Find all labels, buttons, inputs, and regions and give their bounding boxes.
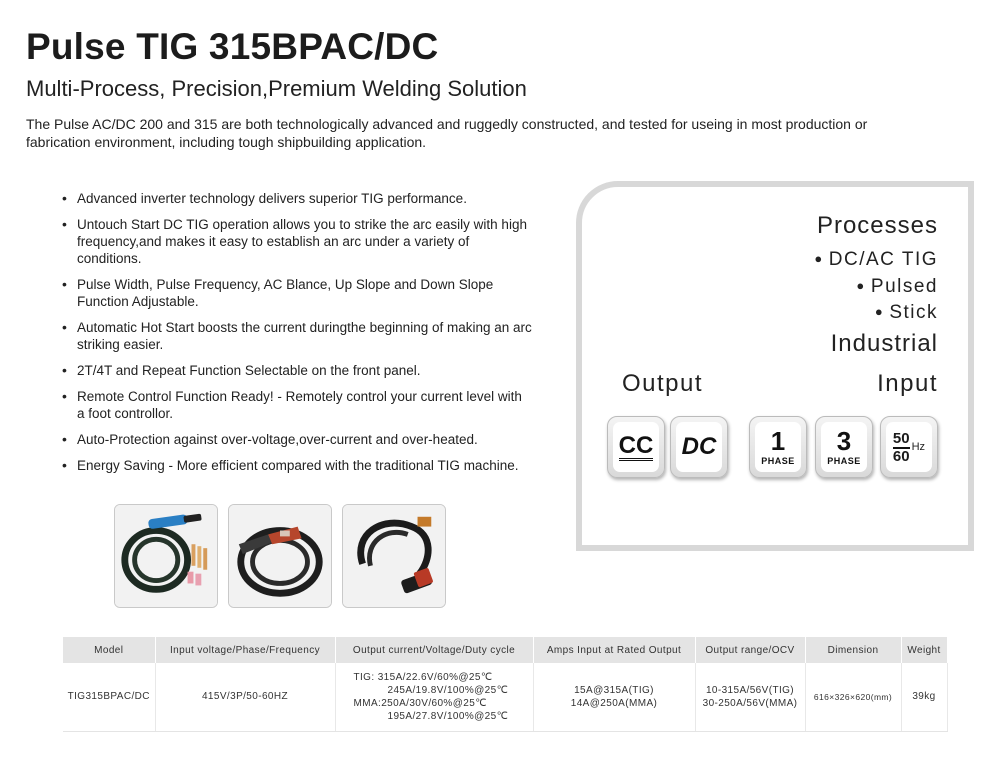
ground-clamp-image	[228, 504, 332, 608]
column-header: Input voltage/Phase/Frequency	[155, 637, 335, 663]
column-header: Dimension	[805, 637, 901, 663]
phase-word: PHASE	[761, 456, 795, 466]
page-title: Pulse TIG 315BPAC/DC	[26, 26, 439, 67]
dc-output-icon	[670, 416, 728, 478]
phase-word: PHASE	[827, 456, 861, 466]
spec-table	[63, 637, 948, 732]
input-label: Input	[877, 370, 938, 397]
table-header-row	[63, 637, 947, 663]
column-header: Amps Input at Rated Output	[533, 637, 695, 663]
phase-number: 1	[770, 426, 786, 456]
feature-item: • 2T/4T and Repeat Function Selectable on the front panel.	[62, 362, 532, 379]
feature-item: • Energy Saving - More efficient compared with the traditional TIG machine.	[62, 457, 532, 474]
column-header: Output current/Voltage/Duty cycle	[335, 637, 533, 663]
process-item: ● DC/AC TIG	[814, 249, 938, 271]
three-phase-icon	[815, 416, 873, 478]
cc-label: CC	[618, 431, 654, 459]
dc-label: DC	[681, 433, 717, 460]
hz-top: 50	[892, 429, 910, 447]
amps-cell: 15A@315A(TIG) 14A@250A(MMA)	[533, 663, 695, 731]
dimension-cell: 616×326×620(mm)	[805, 663, 901, 731]
feature-item: • Advanced inverter technology delivers superior TIG performance.	[62, 190, 532, 207]
feature-item: • Automatic Hot Start boosts the current duringthe beginning of making an arc striking easier.	[62, 319, 532, 353]
feature-item: • Pulse Width, Pulse Frequency, AC Blance, Up Slope and Down Slope Function Adjustable.	[62, 276, 532, 310]
model-cell: TIG315BPAC/DC	[63, 663, 155, 731]
industrial-label: Industrial	[830, 330, 938, 357]
cc-output-icon	[607, 416, 665, 478]
intro-paragraph: The Pulse AC/DC 200 and 315 are both technologically advanced and ruggedly constructed, and tested for useing in most production or fabrication environment, including tough shipbuilding application.	[26, 116, 868, 150]
process-item: ● Pulsed	[856, 276, 938, 298]
process-panel	[576, 181, 974, 551]
single-phase-icon	[749, 416, 807, 478]
feature-item: • Untouch Start DC TIG operation allows you to strike the arc easily with high frequency,and makes it easy to establish an arc under a variety of conditions.	[62, 216, 532, 267]
electrode-holder-image	[342, 504, 446, 608]
column-header: Weight	[901, 637, 947, 663]
output-cell: TIG: 315A/22.6V/60%@25℃ 245A/19.8V/100%@25℃ MMA:250A/30V/60%@25℃ 195A/27.8V/100%@25℃	[335, 663, 533, 731]
weight-cell: 39kg	[901, 663, 947, 731]
feature-item: • Remote Control Function Ready! - Remotely control your current level with a foot controllor.	[62, 388, 532, 422]
input-cell: 415V/3P/50-60HZ	[155, 663, 335, 731]
feature-list	[62, 190, 532, 483]
hz-bottom: 60	[892, 447, 910, 465]
table-row	[63, 663, 947, 731]
phase-number: 3	[836, 426, 852, 456]
column-header: Model	[63, 637, 155, 663]
column-header: Output range/OCV	[695, 637, 805, 663]
output-label: Output	[622, 370, 704, 397]
feature-item: • Auto-Protection against over-voltage,over-current and over-heated.	[62, 431, 532, 448]
frequency-icon	[880, 416, 938, 478]
range-cell: 10-315A/56V(TIG) 30-250A/56V(MMA)	[695, 663, 805, 731]
processes-title: Processes	[816, 212, 938, 239]
process-item: ● Stick	[875, 302, 938, 324]
page-subtitle: Multi-Process, Precision,Premium Welding Solution	[26, 76, 527, 101]
hz-unit: Hz	[911, 441, 926, 453]
tig-torch-image	[114, 504, 218, 608]
